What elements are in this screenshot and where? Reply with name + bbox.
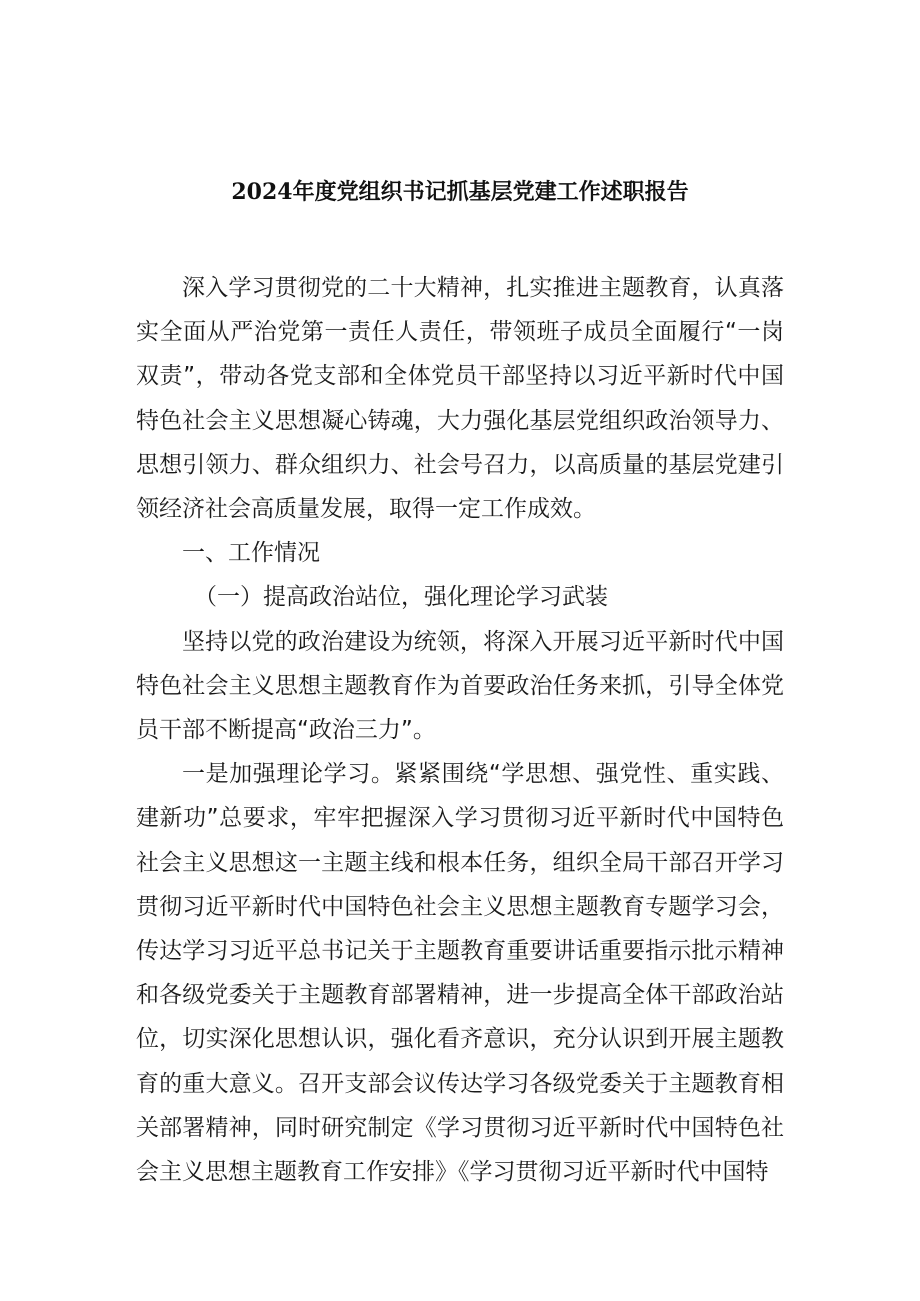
document-title: 2024年度党组织书记抓基层党建工作述职报告	[231, 179, 689, 205]
subsection-heading-political-stance: （一）提高政治站位，强化理论学习武装	[194, 584, 608, 611]
intro-paragraph: 深入学习贯彻党的二十大精神，扎实推进主题教育，认真落实全面从严治党第一责任人责任，带领班子成员全面履行“一岗双责”，带动各党支部和全体党员干部坚持以习近平新时代中国特色社会主义思想凝心铸魂，大力强化基层党组织政治领导力、思想引领力、群众组织力、社会号召力，以高质量的基层党建引领经济社会高质量发展，取得一定工作成效。	[136, 275, 784, 523]
document-body	[136, 266, 784, 1194]
paragraph-political-construction: 坚持以党的政治建设为统领，将深入开展习近平新时代中国特色社会主义思想主题教育作为首要政治任务来抓，引导全体党员干部不断提高“政治三力”。	[136, 628, 784, 744]
section-heading-work-status: 一、工作情况	[182, 540, 320, 567]
paragraph-theory-study: 一是加强理论学习。紧紧围绕“学思想、强党性、重实践、建新功”总要求，牢牢把握深入学习贯彻习近平新时代中国特色社会主义思想这一主题主线和根本任务，组织全局干部召开学习贯彻习近平新时代中国特色社会主义思想主题教育专题学习会，传达学习习近平总书记关于主题教育重要讲话重要指示批示精神和各级党委关于主题教育部署精神，进一步提高全体干部政治站位，切实深化思想认识，强化看齐意识，充分认识到开展主题教育的重大意义。召开支部会议传达学习各级党委关于主题教育相关部署精神，同时研究制定《学习贯彻习近平新时代中国特色社会主义思想主题教育工作安排》《学习贯彻习近平新时代中国特	[136, 761, 784, 1186]
